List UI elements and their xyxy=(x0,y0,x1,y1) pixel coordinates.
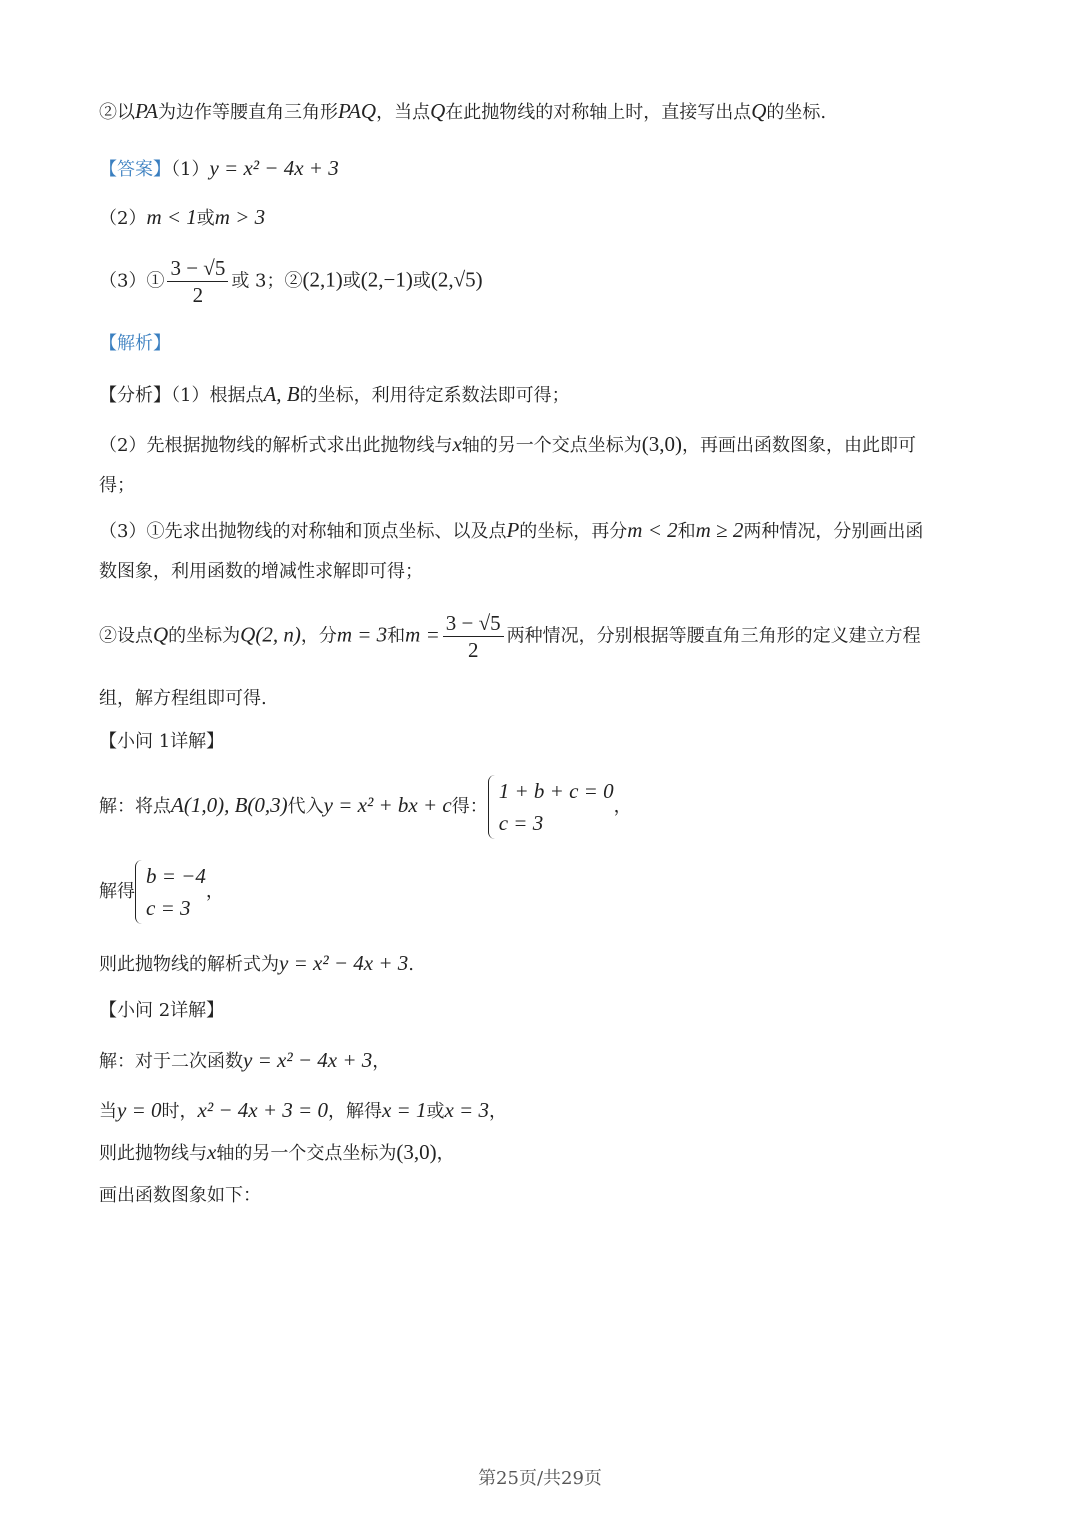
jiexi-label: 【解析】 xyxy=(99,333,171,354)
numerator: 3 − √5 xyxy=(167,255,228,282)
sub2-line-1 xyxy=(99,1048,390,1074)
sub1-line-1 xyxy=(99,775,632,839)
text: ， xyxy=(205,881,224,902)
numerator: 3 − √5 xyxy=(443,610,504,637)
math: m > 3 xyxy=(214,205,266,229)
analysis-line-2 xyxy=(99,432,916,458)
math: A, B xyxy=(263,382,300,406)
math: PAQ xyxy=(337,99,377,123)
equation-system xyxy=(135,860,206,924)
text: 或 xyxy=(196,208,215,229)
math: m = 3 xyxy=(336,622,388,647)
denominator: 2 xyxy=(192,283,204,307)
text: 的坐标，利用待定系数法即可得； xyxy=(299,385,570,406)
sub2-line-4: 画出函数图象如下： xyxy=(99,1185,261,1206)
text: ，当点 xyxy=(376,102,431,123)
math: Q(2, n) xyxy=(240,622,301,647)
equation: 1 + b + c = 0 xyxy=(498,779,614,803)
text: ， xyxy=(372,1051,391,1072)
text: 解：对于二次函数 xyxy=(99,1051,243,1072)
brace xyxy=(488,775,495,839)
text: 或 xyxy=(412,270,431,292)
text: （3）①先求出抛物线的对称轴和顶点坐标、以及点 xyxy=(99,521,507,542)
denominator: 2 xyxy=(467,638,479,662)
math: (3,0) xyxy=(396,1140,437,1164)
math: m = xyxy=(405,622,440,647)
analysis-line-4b: 组，解方程组即可得. xyxy=(99,688,267,709)
math: (3,0) xyxy=(641,432,683,456)
text: ，解得 xyxy=(327,1101,382,1122)
math: m < 1 xyxy=(146,205,197,229)
text: 或 xyxy=(342,270,361,292)
math: Q xyxy=(430,99,446,123)
text: 的坐标为 xyxy=(168,625,241,647)
sub2-line-2 xyxy=(99,1098,507,1124)
text: 在此抛物线的对称轴上时，直接写出点 xyxy=(445,102,752,123)
equation: c = 3 xyxy=(498,811,544,835)
math: (2,1) xyxy=(302,267,343,292)
text: 的坐标. xyxy=(766,102,827,123)
analysis-line-3b: 数图象，利用函数的增减性求解即可得； xyxy=(99,561,423,582)
math: Q xyxy=(153,622,169,647)
text: 的坐标，再分 xyxy=(519,521,628,542)
math: x xyxy=(452,432,462,456)
text: 当 xyxy=(99,1101,117,1122)
text: （1） xyxy=(171,159,210,180)
text: 和 xyxy=(387,625,406,647)
text: ， xyxy=(488,1101,507,1122)
text: 时， xyxy=(161,1101,198,1122)
answer-label: 【答案】 xyxy=(99,159,171,180)
text: ， xyxy=(436,1143,455,1164)
sub2-label: 【小问 2详解】 xyxy=(99,1000,225,1021)
text: ②以 xyxy=(99,102,135,123)
math: m ≥ 2 xyxy=(695,518,744,542)
math: (2,−1) xyxy=(360,267,413,292)
equation-system xyxy=(488,775,614,839)
sub1-line-2 xyxy=(99,860,224,924)
text: （3）① xyxy=(99,270,165,292)
text: 轴的另一个交点坐标为 xyxy=(461,435,642,456)
analysis-line-3 xyxy=(99,518,923,544)
sub2-line-3 xyxy=(99,1140,455,1166)
text: 或 3；② xyxy=(231,270,303,292)
math: x = 3 xyxy=(444,1098,489,1122)
text: 得： xyxy=(451,796,488,817)
text: 两种情况，分别画出函 xyxy=(743,521,924,542)
analysis-line-1 xyxy=(99,382,570,408)
sub1-label: 【小问 1详解】 xyxy=(99,731,225,752)
math: A(1,0), B(0,3) xyxy=(171,793,288,817)
equation: b = −4 xyxy=(146,864,206,888)
math: y = x² + bx + c xyxy=(323,793,452,817)
answer-line-2 xyxy=(99,205,265,231)
text: （2） xyxy=(99,208,147,229)
math: y = x² − 4x + 3 xyxy=(243,1048,373,1072)
text: 【分析】（1）根据点 xyxy=(99,385,264,406)
math: x xyxy=(207,1140,217,1164)
sub1-line-3 xyxy=(99,951,414,977)
text: 为边作等腰直角三角形 xyxy=(157,102,338,123)
text: ②设点 xyxy=(99,625,153,647)
math: (2,√5) xyxy=(430,267,483,292)
text: （2）先根据抛物线的解析式求出此抛物线与 xyxy=(99,435,453,456)
text: 或 xyxy=(426,1101,445,1122)
analysis-line-2b: 得； xyxy=(99,475,135,496)
question-part-2 xyxy=(99,99,826,125)
text: 和 xyxy=(677,521,696,542)
math: y = x² − 4x + 3 xyxy=(209,156,339,180)
text: 轴的另一个交点坐标为 xyxy=(216,1143,397,1164)
math: x = 1 xyxy=(381,1098,427,1122)
text: ，再画出函数图象，由此即可 xyxy=(682,435,917,456)
math: y = 0 xyxy=(117,1098,162,1122)
math: PA xyxy=(135,99,158,123)
text: 两种情况，分别根据等腰直角三角形的定义建立方程 xyxy=(506,625,921,647)
text: 解：将点 xyxy=(99,796,171,817)
text: ，分 xyxy=(300,625,337,647)
brace xyxy=(135,860,142,924)
answer-line-3 xyxy=(99,255,483,308)
fraction xyxy=(443,610,504,663)
page-number: 第25页/共29页 xyxy=(478,1468,602,1489)
text: . xyxy=(408,954,415,975)
text: ， xyxy=(613,796,632,817)
text: 代入 xyxy=(287,796,324,817)
math: x² − 4x + 3 = 0 xyxy=(197,1098,328,1122)
text: 解得 xyxy=(99,881,135,902)
math: m < 2 xyxy=(627,518,678,542)
math: P xyxy=(506,518,520,542)
text: 则此抛物线的解析式为 xyxy=(99,954,279,975)
text: 则此抛物线与 xyxy=(99,1143,207,1164)
fraction xyxy=(167,255,228,308)
equation: c = 3 xyxy=(146,896,191,920)
math: Q xyxy=(751,99,767,123)
math: y = x² − 4x + 3 xyxy=(279,951,409,975)
answer-line-1 xyxy=(99,156,339,182)
analysis-line-4 xyxy=(99,610,921,663)
